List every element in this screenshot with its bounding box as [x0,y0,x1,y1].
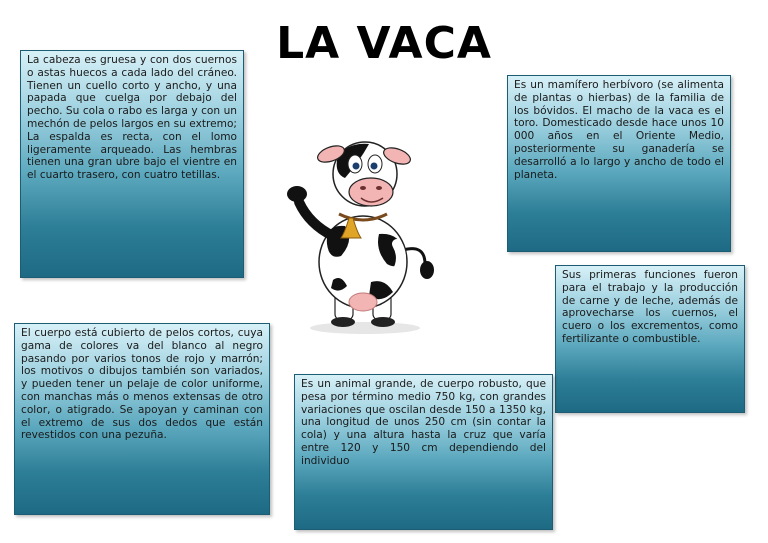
cow-shadow [310,322,420,334]
cow-pupil-left [353,163,360,170]
definition-box [507,75,731,252]
cow-nostril-left [360,186,366,190]
cartoon-cow-illustration [275,132,445,337]
body-description-box [14,323,270,515]
cow-arm-right [397,244,401,272]
cow-arm-raised [299,202,333,236]
head-description-box [20,50,244,278]
size-description-box [294,374,553,530]
cow-udder [349,293,377,311]
functions-box [555,265,745,413]
head-description-text: La cabeza es gruesa y con dos cuernos o astas huecos a cada lado del cráneo. Tienen un cuello corto y ancho, y una papada que cuelga por debajo del pecho. Su cola o rabo es larga y con un mechón de pelos largos en su extremo; La espalda es recta, con el lomo ligeramente arqueado. Las hembras tienen una gran ubre bajo el vientre en el cuarto trasero, con cuatro tetillas. [27,54,237,182]
body-description-text: El cuerpo está cubierto de pelos cortos, cuya gama de colores va del blanco al negro pasando por varios tonos de rojo y marrón; los motivos o dibujos también son variados, y pueden tener un pelaje de color uniforme, con manchas más o menos extensas de otro color, o atigrado. Se apoyan y caminan con el extremo de sus dos dedos que están revestidos con una pezuña. [21,327,263,442]
cow-hoof-right [371,317,395,327]
cow-hand [287,186,307,202]
cow-pupil-right [371,163,378,170]
cow-tail-tuft [420,261,434,279]
cow-hoof-left [331,317,355,327]
page-title: LA VACA [276,18,492,69]
functions-text: Sus primeras funciones fueron para el trabajo y la producción de carne y de leche, además de aprovecharse los cuernos, el cuero o los excrementos, como fertilizante o combustible. [562,269,738,345]
size-description-text: Es un animal grande, de cuerpo robusto, que pesa por término medio 750 kg, con grandes variaciones que oscilan desde 150 a 1350 kg, una longitud de unos 250 cm (sin contar la cola) y una altura hasta la cruz que varía entre 120 y 150 cm dependiendo del individuo [301,378,546,467]
cow-nostril-right [376,186,382,190]
definition-text: Es un mamífero herbívoro (se alimenta de plantas o hierbas) de la familia de los bóvidos. El macho de la vaca es el toro. Domesticado desde hace unos 10 000 años en el Oriente Medio, posteriormente su ganadería se desarrolló a lo largo y ancho de todo el planeta. [514,79,724,181]
